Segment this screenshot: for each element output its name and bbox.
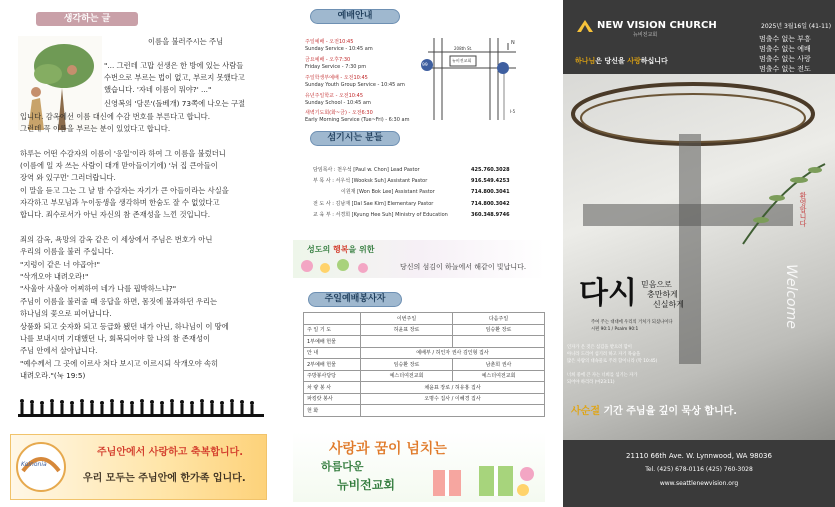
table-cell: 안 내 (304, 347, 361, 359)
table-cell: 예배부 / 허인자 권사 김인형 집사 (361, 347, 545, 359)
silhouette-body (111, 403, 114, 414)
text-line: "사울아 사울아 어찌하여 네가 나를 핍박하느냐?" (20, 284, 177, 293)
map-north-label: N (511, 40, 515, 46)
silhouette-head (170, 399, 174, 403)
text-line: 주님 안에서 살아납니다. (20, 346, 98, 355)
staff-phone: 360.348.9746 (471, 212, 510, 218)
silhouette-head (150, 400, 154, 404)
staff-phone: 916.549.4253 (471, 178, 510, 184)
motto: 멈출수 없는 사랑 (759, 55, 811, 63)
silhouette-body (61, 404, 64, 414)
phrase-line: 신실하게 (653, 300, 684, 309)
table-header: 이번주일 (361, 313, 453, 325)
silhouette-body (251, 405, 254, 414)
motto: 멈출수 없는 부흥 (759, 35, 811, 43)
silhouette-body (221, 405, 224, 414)
gift-flowers-icon (423, 456, 541, 500)
silhouette-body (151, 404, 154, 414)
table-cell: 예스더여전교회 (453, 370, 545, 382)
service-kr: 주일학생부예배 - 오전10:45 (305, 75, 368, 81)
flowers-icon (297, 256, 387, 276)
table-cell: 임승환 장로 (453, 324, 545, 336)
koinonia-banner (10, 434, 267, 500)
text-line: 죄의 감옥, 욕망의 감옥 같은 이 세상에서 주님은 번호가 아닌 (20, 235, 213, 244)
service-kr: 주일예배 - 오전10:45 (305, 39, 354, 45)
cover-panel (563, 0, 835, 507)
table-row (304, 405, 545, 417)
table-row (304, 370, 545, 382)
text-line: 우리의 이름을 불러 주십니다. (20, 247, 114, 256)
silhouette-head (100, 401, 104, 405)
verse-line: 너희 중에 큰 자는 너희를 섬기는 자가 (567, 373, 638, 378)
service-kr: 새벽기도회(화~금) - 오전6:30 (305, 110, 373, 116)
silhouette-head (30, 400, 34, 404)
silhouette-body (31, 404, 34, 414)
silhouette-head (70, 401, 74, 405)
meditation-title: 이름을 불러주시는 주님 (148, 37, 224, 46)
church-phone: Tel. (425) 678-0116 (425) 760-3028 (645, 466, 753, 473)
silhouette-head (200, 399, 204, 403)
church-logo-icon (575, 18, 595, 34)
text-line: (이름에 일 자 쓰는 사람이 대개 맏아들이기에) '뉘 집 큰아들이 (20, 161, 218, 170)
verse-line: 아니라 도리어 섬기려 하고 자기 목숨을 (567, 352, 641, 357)
text-line: 하나님의 꽃으로 피어납니다. (20, 309, 112, 318)
service-kr: 유년주일학교 - 오전10:45 (305, 93, 364, 99)
table-cell: 주방봉사당당 (304, 370, 361, 382)
motto: 멈출수 없는 예배 (759, 45, 811, 53)
silhouette-body (231, 403, 234, 414)
silhouette-head (190, 401, 194, 405)
meditation-header: 생각하는 글 (36, 12, 138, 26)
happiness-banner (293, 240, 545, 278)
table-header-row (304, 313, 545, 325)
table-cell (361, 336, 453, 348)
worship-header: 예배안내 (310, 9, 400, 24)
silhouette-head (60, 400, 64, 404)
banner-line1: 주님안에서 사랑하고 축복합니다. (97, 447, 244, 458)
info-panel (283, 0, 545, 507)
map-hwy-label: 99 (422, 63, 428, 68)
church-banner (293, 432, 545, 502)
silhouette-body (241, 404, 244, 414)
crown-of-thorns-cross-illustration (563, 74, 835, 440)
silhouette-body (101, 405, 104, 414)
map-church-label: 뉴비전교회 (452, 58, 472, 63)
silhouette-crowd-illustration (18, 396, 264, 420)
table-cell: 주 일 기 도 (304, 324, 361, 336)
silhouette-head (180, 400, 184, 404)
staff-header: 섬기시는 분들 (310, 131, 400, 146)
map-street-label: 208th St. (454, 46, 473, 51)
silhouette-head (90, 400, 94, 404)
side-vertical-text: 환영합니다 (799, 192, 807, 227)
table-cell (361, 405, 545, 417)
silhouette-head (230, 399, 234, 403)
text-line: 나를 보내시며 기대했던 나, 회복되어야 할 나의 참 존재성이 (20, 334, 211, 343)
silhouette-body (91, 404, 94, 414)
text-line: 입니다. 감옥에선 이름 대신에 수감 번호를 부른다고 합니다. (20, 112, 211, 121)
staff-phone: 714.800.3042 (471, 201, 510, 207)
cover-photo (563, 74, 835, 440)
service-kr: 금요예배 - 오후7:30 (305, 57, 351, 63)
servers-header: 주일예배봉사자 (308, 292, 402, 307)
service-en: Early Morning Service (Tue~Fri) - 6:30 am (305, 117, 410, 123)
service-en: Friday Service - 7:30 pm (305, 64, 367, 70)
table-cell: 허윤표 장로 (361, 324, 453, 336)
silhouette-head (140, 399, 144, 403)
phrase-line: 믿음으로 (641, 280, 672, 289)
bulletin-date: 2025년 3월16일 (41-11) (761, 23, 832, 30)
banner-line3: 뉴비전교회 (337, 478, 395, 492)
table-cell: 차 량 봉 사 (304, 382, 361, 394)
staff-role: 부 목 사 : 서우석 [Wooksk Suh] Assistant Pastor (313, 178, 428, 184)
silhouette-body (181, 404, 184, 414)
table-cell: 채윤표 장로 / 허유홍 집사 (361, 382, 545, 394)
silhouette-body (211, 404, 214, 414)
service-en: Sunday Youth Group Service - 10:45 am (305, 82, 405, 88)
motto: 멈출수 없는 전도 (759, 65, 811, 73)
happiness-text: 당신의 섬김이 하늘에서 해같이 빛납니다. (400, 263, 527, 271)
service-en: Sunday Service - 10:45 am (305, 46, 373, 52)
staff-role: 이원재 [Won Bok Lee] Assistant Pastor (341, 189, 435, 195)
table-cell: 파킹랏 봉사 (304, 393, 361, 405)
text-line: 이 말을 듣고 그는 그 날 밤 수감자는 자기가 큰 아들이라는 사실을 (20, 186, 229, 195)
text-line: "지렁이 같은 너 야곱아!" (20, 260, 101, 269)
silhouette-body (201, 403, 204, 414)
text-line: 상품화 되고 숫자화 되고 등급화 됐던 내가 아닌, 하나님이 이 땅에 (20, 322, 229, 331)
table-row (304, 359, 545, 371)
silhouette-body (51, 403, 54, 414)
banner-line2: 하름다운 (321, 460, 364, 473)
table-cell: 1부예배 헌물 (304, 336, 361, 348)
silhouette-body (41, 405, 44, 414)
text-line: "... 그런데 고맙 선생은 한 방에 있는 사람들 (104, 61, 244, 70)
silhouette-body (191, 405, 194, 414)
phrase-line: 충만하게 (647, 290, 678, 299)
text-line: 내려오라."(눅 19:5) (20, 371, 86, 380)
staff-phone: 425.760.3028 (471, 167, 510, 173)
text-line: 신영복의 '담론'(돌베개) 73쪽에 나오는 구절 (104, 99, 246, 108)
banner-line1: 사랑과 꿈이 넘치는 (329, 441, 447, 457)
meditation-panel (0, 0, 280, 507)
staff-phone: 714.800.3041 (471, 189, 510, 195)
silhouette-head (250, 401, 254, 405)
text-line: 했습니다. '자네 이름이 뭐야?' ..." (104, 85, 212, 94)
koinonia-logo-text: Koinonia (21, 461, 47, 468)
welcome-text: Welcome (783, 264, 799, 329)
silhouette-head (110, 399, 114, 403)
silhouette-body (121, 404, 124, 414)
verse-line: 많은 사람의 대속물로 주려 함이니라 (막 10:45) (567, 359, 658, 364)
silhouette-body (161, 405, 164, 414)
verse-line: 주여 주는 대대에 우리의 거처가 되셨나이다 (591, 320, 673, 325)
cover-big-word: 다시 (579, 276, 637, 311)
text-line: 합니다. 죄수로서가 아닌 자신의 참 존재성을 느낀 것입니다. (20, 210, 211, 219)
silhouette-body (71, 405, 74, 414)
lent-text: 사순절 기간 주님을 깊이 묵상 합니다. (571, 406, 738, 417)
church-logo-sub: 뉴비전교회 (633, 32, 658, 38)
silhouette-body (21, 403, 24, 414)
text-line: "예수께서 그 곳에 이르사 쳐다 보시고 이르시되 삭개오야 속히 (20, 359, 219, 368)
table-row (304, 393, 545, 405)
staff-role: 전 도 사 : 김남재 [Dal Sae Kim] Elementary Pastor (313, 201, 434, 207)
silhouette-body (171, 403, 174, 414)
table-cell (453, 336, 545, 348)
table-header (304, 313, 361, 325)
table-cell: 예스더여전교회 (361, 370, 453, 382)
text-line: "삭개오야 내려오라!" (20, 272, 89, 281)
text-line: 수번으로 부르는 법이 없고, 부르지 못했다고 (104, 73, 245, 82)
text-line: 주님이 이름을 불러줄 때 응답을 하면, 몸짓에 불과하던 우리는 (20, 297, 218, 306)
silhouette-head (50, 399, 54, 403)
silhouette-head (220, 401, 224, 405)
text-line: 장역 와 있구먼' 그러더랍니다. (20, 173, 116, 182)
church-website[interactable]: www.seattlenewvision.org (659, 480, 739, 487)
table-header: 다음주일 (453, 313, 545, 325)
silhouette-body (131, 405, 134, 414)
cover-slogan: 하나님은 당신을 사랑하십니다 (575, 57, 668, 65)
table-row (304, 347, 545, 359)
verse-line: 되어야 하리라 (마23:11) (567, 380, 615, 385)
church-map (420, 38, 520, 120)
church-logo-text: NEW VISION CHURCH (597, 20, 717, 31)
text-line: 자각하고 부모님과 누이동생을 생각하며 한숨도 잘 수 없었다고 (20, 198, 220, 207)
silhouette-head (80, 399, 84, 403)
text-line: 그런데 꼭 이름을 부르는 분이 있었다고 합니다. (20, 124, 171, 133)
cover-phrase (641, 280, 684, 310)
table-cell: 임승환 장로 (361, 359, 453, 371)
staff-role: 담임목사 : 천우석 [Paul w. Chon] Lead Pastor (313, 167, 420, 173)
church-address: 21110 66th Ave. W. Lynnwood, WA 98036 (626, 452, 772, 460)
table-cell: 헌 화 (304, 405, 361, 417)
table-row (304, 336, 545, 348)
verse-line: 인자가 온 것은 섬김을 받으려 함이 (567, 345, 632, 350)
table-cell: 오명수 집사 / 이혜경 집사 (361, 393, 545, 405)
silhouette-head (20, 399, 24, 403)
silhouette-body (141, 403, 144, 414)
silhouette-head (160, 401, 164, 405)
verse-line: 시편 90:1 / Psalm 90:1 (591, 327, 639, 332)
servers-table (303, 312, 545, 417)
silhouette-head (210, 400, 214, 404)
table-cell: 2부예배 헌물 (304, 359, 361, 371)
silhouette-body (81, 403, 84, 414)
table-cell: 남춘희 권사 (453, 359, 545, 371)
table-row (304, 324, 545, 336)
service-en: Sunday School - 10:45 am (305, 100, 371, 106)
silhouette-head (120, 400, 124, 404)
map-i5-label: I-5 (510, 109, 516, 114)
table-row (304, 382, 545, 394)
silhouette-head (240, 400, 244, 404)
staff-role: 교 육 부 : 서경희 [Kyung Hee Suh] Ministry of Education (313, 212, 448, 218)
happiness-title: 성도의 행복을 위한 (307, 245, 375, 254)
text-line: 하루는 어떤 수감자의 이름이 '응일'이라 하여 그 이름을 불렀더니 (20, 149, 226, 158)
banner-line2: 우리 모두는 주님안에 한가족 입니다. (83, 473, 246, 484)
silhouette-head (40, 401, 44, 405)
silhouette-head (130, 401, 134, 405)
